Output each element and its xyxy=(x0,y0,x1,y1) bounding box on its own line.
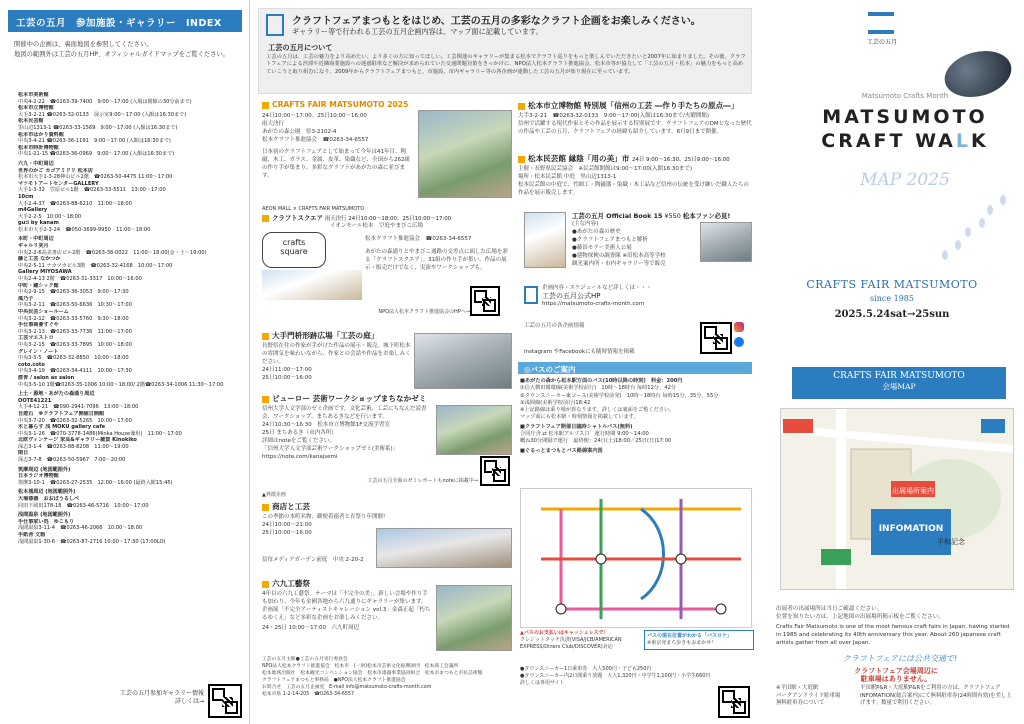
npo-link[interactable]: NPO法人松本クラフト推進協会のHPへ→ xyxy=(378,309,470,315)
venue-item xyxy=(18,398,244,411)
venue-item xyxy=(18,532,244,545)
subtitle-en: Matsumoto Crafts Month xyxy=(861,92,949,100)
crafts-square-logo: crafts square xyxy=(262,232,326,268)
crafts-square-title: クラフトスクエア 雨天決行 24日10:00〜18:00、25日10:00〜17:00 xyxy=(262,213,512,222)
aeon-label: AEON MALL × CRAFTS FAIR MATSUMOTO xyxy=(262,206,365,212)
venue-detail: 中央3-5-10 1階☎0263-35-1006 10:00〜18:00/ 2階☎0263-34-1006 11:30〜17:00 xyxy=(18,381,224,388)
venue-detail: 深志3-7-8 ☎0263-50-5967 7:00〜20:00 xyxy=(18,457,126,464)
cfm-section: CRAFTS FAIR MATSUMOTO 2025 xyxy=(262,100,512,109)
bus-route-diagram xyxy=(521,489,753,629)
venue-item xyxy=(18,437,244,450)
venue-name: 藤と工芸 なかつか xyxy=(18,256,61,263)
venue-name: 手仕事商會すぐや xyxy=(18,322,59,329)
venue-name: 中町・蔵シック館 xyxy=(18,282,59,289)
official-book-info: 工芸の五月 Official Book 15 ¥550 松本ファン必見! (主な内容) ●あがたの森の歴史 ●クラフトフェアまつもと解析 ●藤田モラー美術人公展 ●建物探検の調査隊 ※旧松本高等学校 観光案内所・市内ギャラリー等で販売 xyxy=(572,212,731,267)
venue-name: 世界のかご カゴアミドリ 松本店 xyxy=(18,167,93,174)
mingei-title: 松本民芸館 縁陰「用の美」市 24日 9:00〜16:30、25日9:00〜16:00 xyxy=(518,153,754,164)
cfm-info: 24日10:00〜17:00、25日10:00〜16:00 雨天決行 あがたの森公園 県3-2102-4 松本クラフト推進協会 ☎0263-34-6557 日本初のクラフトフェアとして始まって今年は41年目。陶磁、木工、ガラス、金属、皮革、染織など、全国から262組の作り手が集まり、多彩なクラフトがあがたの森に並びます。 xyxy=(262,113,410,179)
qr-code-gallery[interactable] xyxy=(208,684,242,718)
venue-detail: 中央3-2-11 ☎0263-50-6636 10:30〜17:00 xyxy=(18,302,132,309)
venue-item xyxy=(18,145,244,158)
main-title: MATSUMOTO CRAFT WALK xyxy=(821,106,989,152)
venue-item xyxy=(18,450,244,463)
venue-name: Gallery MIYOSAWA xyxy=(18,269,72,276)
venue-item xyxy=(18,243,244,256)
public-transport-message: クラフトフェアには公共交通で! xyxy=(842,654,958,663)
venue-notes: 出展者の出展場所は当日ご確認ください。 位置を知りたい方は、上記地図の出展場所掲示板をご覧ください。 Crafts Fair Matsumoto is one of the most famous craft fairs in Japan, having started in 1985 and celebrating its 40th anniversary this year. About 260 japanese craft artists gather from all over Japan. xyxy=(776,606,1010,646)
venue-detail: 中央2-5-11 ナカツカビル3階 ☎0263-32-4168 10:00〜17:00 xyxy=(18,262,173,269)
qr-code-hp[interactable] xyxy=(700,322,732,354)
crafts-square-place: イオンモール松本 空庭やまびこ広場 xyxy=(330,223,424,229)
rokkuu-body: 4年目の六九工藝祭。テーマは「不完全の美」。新しい会場や作り手も加わり、今年も金國各地から六九通りにギャラリーが集います。企画展「不完全アーティストキャレーション vol.3」金森正起「朽ちるゆくえ」など多彩な企画をお楽しみください。 24・25日 10:00〜17:00 六九町周辺 xyxy=(262,591,431,631)
venue-name: 手紙舎 文箱 xyxy=(18,532,46,538)
venue-item xyxy=(18,118,244,131)
venue-item xyxy=(18,132,244,145)
logo-icon xyxy=(266,14,284,36)
logo-text: 工芸の五月 xyxy=(866,39,897,46)
venue-item xyxy=(18,309,244,322)
venue-item xyxy=(18,168,244,181)
venue-map-header: CRAFTS FAIR MATSUMOTO 会場MAP xyxy=(792,367,1006,399)
ticket-info: ●タウンスニーカー1日乗車券 大人500円・子ども250円 ●タウンスニーカー内2日間乗り放題 大人1,320円・中学生1,100円・小学生660円 詳しくは専用サイト xyxy=(520,666,711,686)
banner-title: クラフトフェアまつもとをはじめ、工芸の五月の多彩なクラフト企画をお楽しみください。 xyxy=(292,16,701,27)
cfm-photo xyxy=(418,110,512,198)
venue-detail: 中央3-2-13 ☎0263-33-7736 11:00〜17:00 xyxy=(18,328,132,335)
venue-name: 工芸マエストロ xyxy=(18,335,54,342)
venue-name: gu:i by kanam xyxy=(18,220,59,227)
venue-detail: 中央3-2-12 ☎0263-33-5760 9:30〜18:00 xyxy=(18,315,129,322)
venue-group-label: 浅間温泉 (地図範囲外) xyxy=(18,512,71,519)
square-bullet-icon xyxy=(262,396,269,403)
venue-name: ギャルリ灰月 xyxy=(18,243,49,250)
venue-name: 閑日 xyxy=(18,450,29,457)
venue-name: 手仕事家い処 ゆこもり xyxy=(18,518,75,525)
view-body: 信州大学人文学部のゼミ企画です。文化芸術、工芸にちなんだ読書会、ワークショップ、まちあるきなどを行います。 24日10:30〜16:30 松本市立博物館1F交流学習室 25日 まちあるき（市内各所） 詳細はnoteをご覧ください。 「信州大学人文学部芸術ワークショップゼミ(美術系)」 https://note.com/kanajsemi xyxy=(262,405,432,461)
venue-detail: 大手2-2-5 10:00〜18:00 xyxy=(18,213,82,220)
view-url-link[interactable]: https://note.com/kanajsemi xyxy=(262,454,338,460)
square-bullet-icon xyxy=(518,156,525,163)
venue-item xyxy=(18,335,244,348)
venue-detail: 大手3-2-21 ☎0263-32-0133 展示室9:00〜17:00 (入館は16:30まで) xyxy=(18,111,187,118)
venue-name: グレイン・ノート xyxy=(18,348,59,355)
shoten-body: この季節の本町名物、御便着徳者と育祭り年開催! 24日10:00〜21:00 25日10:00〜16:00 xyxy=(262,514,386,536)
facebook-icon[interactable] xyxy=(734,337,744,347)
cfm-heading: CRAFTS FAIR MATSUMOTO xyxy=(806,278,978,291)
venue-item xyxy=(18,424,244,437)
venue-item xyxy=(18,283,244,296)
map-info-label: INFOMATION xyxy=(878,524,944,534)
venue-detail: 深志3-1-4 ☎0263-88-8208 11:00〜19:00 xyxy=(18,443,129,450)
venue-group-label: 本町・中町周辺 xyxy=(18,236,54,243)
sns-note: Instagram やFacebookにも随時情報を掲載 xyxy=(524,349,635,355)
index-footer: 工芸の五月参加ギャラリー情報 詳しくは→ xyxy=(120,690,205,705)
venue-detail: 中央1-21-15 ☎0263-36-0969 9:00〜17:00 (入館は16:30まで) xyxy=(18,151,175,158)
crafts-square-org: 松本クラフト推進協会 ☎0263-34-6557 xyxy=(365,236,472,242)
venue-detail: 中央2-9-15 ☎0263-36-3053 9:00〜17:30 xyxy=(18,289,129,296)
venue-item xyxy=(18,296,244,309)
venue-name: 松本市はかり資料館 xyxy=(18,131,64,138)
official-hp-link[interactable]: https://matsumoto-crafts-month.com xyxy=(542,301,645,307)
shoten-place: 信每メディアガーデン前庭 中央 2-20-2 xyxy=(262,557,364,563)
square-bullet-icon xyxy=(262,333,269,340)
venue-name: マツモトアートセンターGALLERY xyxy=(18,180,99,187)
credits: 工芸の五月主催●工芸の五月実行委員会 NPO法人松本クラフト推進協会 松本市 (一財)松本市芸術文化振興財団 松本商工会議所 松本地域出版社 松本観光コンベンション協会 松本市漆器事業協同組合 松本市まつもと市民芸術館 クラフトフェアまつもと事務局 ●NPO法人松本クラフト推進協会 お問合せ 工芸の五月企画室 E-mail info@matsumoto-crafts-month.com 松本市県 1-2-14-205 ☎0263-34-6557 xyxy=(262,657,483,697)
book-photo xyxy=(700,222,752,262)
venue-detail: 松本市大手1-3-28神山ビル2階 ☎0263-50-4475 11:00〜17:00 xyxy=(18,174,173,181)
venue-item xyxy=(18,105,244,118)
crafts-square-body: あがたの森通りとやまびこ通路の交差点に面した広場を彩る「クラフトスクエア」。31組の作り手が集い、作品の展示・販売だけでなく、実演やワークショップも。 xyxy=(365,249,509,271)
venue-name: 日本ラジオ博物館 xyxy=(18,473,59,480)
venue-detail: 松本市大手2-3-24 ☎050-3699-9950 11:00〜18:00 xyxy=(18,226,151,233)
venue-item xyxy=(18,362,244,375)
venue-detail: 大手2-4-37 ☎0263-88-6210 11:00〜18:00 xyxy=(18,200,132,207)
square-bullet-icon xyxy=(518,103,525,110)
venue-detail: 中央2-2-6高美書店ビル2階 ☎0263-38-0022 11:00〜18:00(金・土〜19:00) xyxy=(18,249,207,256)
view-title: ビューロー 芸術ワークショップまちなかゼミ xyxy=(262,393,512,404)
venue-detail: 中央2-4-13 2階 ☎0263-31-3317 10:00〜16:00 xyxy=(18,276,142,283)
map-year: MAP 2025 xyxy=(860,170,950,190)
venue-name: 松本市時計博物館 xyxy=(18,144,59,151)
venue-item xyxy=(18,349,244,362)
banner-subtitle: ギャラリー等で行われる工芸の五月企画内容は、マップ面に記載しています。 xyxy=(292,27,543,36)
venue-name: 松本市美術館 xyxy=(18,92,49,98)
shoten-photo xyxy=(376,528,512,568)
venue-name: 木と暮らす 浅 MOKU gallery cafe xyxy=(18,424,106,431)
venue-group-label: 松本城周辺 (地図範囲外) xyxy=(18,489,76,496)
oite-photo xyxy=(414,333,512,389)
venue-item xyxy=(18,496,244,509)
venue-item xyxy=(18,375,244,388)
venue-name: 松本民芸館 xyxy=(18,118,44,125)
shoten-title: 商店と工芸 xyxy=(262,501,512,512)
venue-detail: 中央3-5-5 ☎0263-32-8850 10:00〜18:00 xyxy=(18,355,129,362)
official-book-cover xyxy=(524,212,566,268)
logo-icon xyxy=(868,12,894,34)
about-title: 工芸の五月について xyxy=(268,43,333,52)
venue-item xyxy=(18,92,244,105)
venue-detail: 大手1-3-32 笠原ビル1階 ☎0263-33-5511 13:00〜17:00 xyxy=(18,187,166,194)
area-label: ▲界隈企画 xyxy=(262,492,286,498)
venue-detail: 浅間温泉3-11-4 ☎0263-46-2066 10:00〜18:00 xyxy=(18,525,143,532)
venue-name: 自遊石 ※クラフトフェア開催日開館 xyxy=(18,410,105,417)
square-bullet-icon xyxy=(262,102,269,109)
square-bullet-icon xyxy=(262,504,269,511)
museum-body: 大手3-2-21 ☎0263-32-0133 9:00〜17:00(入館は16:30まで/火曜開館) 信州で活躍する現代作家とその作品を展示する特別展です。クラフトフェアのDMとなった歴代の作品や工芸の五月、クラフトフェアの経緯も紹介しています。6月9日まで開催。 xyxy=(518,113,752,135)
bus-info: ■あがたの森から松本駅方面のバス(10時以降の時刻) 料金：200円 ①信大横田循環線(美術学校前行) 10時〜18時台 毎時12分、42分 ②タウンスニーカー東コース(美術学校前発) 10時〜18時台 毎時15分、35分、55分 ③浅間線(美術学校前行)18:42 ※上記路線は乗り場が異なります。詳しくは裏面をご覧ください。 マップ面にも松本駅・時刻情報を掲載しています。 ■クラフトフェア開催日臨時シャトルバス(無料) 合同庁舎 ⇄ 松本駅アルプス口 運行時間 9:00〜14:00 概ね30分間隔で運行 最終便：24日(土)18:00／25日(日)17:00 ■ぐるっとまつもとバス路線案内図 xyxy=(520,378,719,454)
venue-item xyxy=(18,220,244,233)
venue-detail: 筑摩3-10-1 ☎0263-27-2535 12:00〜16:00 (最終入館15:45) xyxy=(18,479,173,486)
parking-info: クラフトフェア会場周辺に 駐車場はありません。 ※平田駅・大庭駅 パークアンドライド駐車場 無料駐車券について 平田駅P&R・大庭駅P&Rをご利用の方は、クラフトフェア INFOMATION(総合案内)にて無料駐車券(24時間有効)を差し上げます。数量で利用ください。 xyxy=(776,667,1012,707)
venue-name: 中央民芸ショールーム xyxy=(18,309,69,315)
venue-item xyxy=(18,194,244,207)
venue-detail: 中央3-4-21 ☎0263-36-1191 9:00〜17:00 (入館は16:30まで) xyxy=(18,138,171,145)
venue-item xyxy=(18,207,244,220)
venue-item xyxy=(18,269,244,282)
venue-item xyxy=(18,181,244,194)
venue-name: coto.coto xyxy=(18,361,45,368)
venue-item xyxy=(18,519,244,532)
qr-code-note[interactable] xyxy=(480,456,510,486)
venue-name: OOTE41221 xyxy=(18,397,52,404)
venue-item xyxy=(18,411,244,424)
bus-guide-header: ◎バスのご案内 xyxy=(518,362,752,374)
oite-body: 長野県在住の作家が手がけた作品の展示・販売。城下町松本の雰囲気を味わいながら、作家との会話や作品をお楽しみください。 24日11:00〜17:00 25日10:00〜16:00 xyxy=(262,343,411,381)
view-photo xyxy=(436,405,512,455)
venue-map-drawing xyxy=(781,409,1014,590)
crafts-square-illustration xyxy=(262,270,362,300)
square-bullet-icon xyxy=(262,215,269,222)
since: since 1985 xyxy=(870,294,914,303)
venue-name: 10cm xyxy=(18,193,34,200)
venue-name: m4Gallery xyxy=(18,207,48,214)
venue-detail: 浅間温泉1-30-6 ☎0263-87-2716 10:00〜17:30 (17:00LO) xyxy=(18,538,166,545)
venue-name: 北欧ヴィンテージ 家具&ギャラリー雑貨 Kinokiko xyxy=(18,437,137,444)
venue-name: 群青 / salon as salon xyxy=(18,374,75,381)
instagram-icon[interactable] xyxy=(734,322,744,332)
about-body: 工芸の五月は、工芸の魅力をより高めたい、より多くの方に知ってほしい。工芸関連のギャラリーが集まる松本でクラフト巡りをもっと楽しんでいただきたいと2007年に始まりました。その後、クラフトフェアによる渋滞や近隣商業施設への迷惑駐車など解決が求められていた交通問題対策をきっかけに、NPO法人松本クラフト推進協会、松本市等が協力して「工芸の五月・松本」の魅力をもっと高めていこうと取り組むになり、2009年からクラフトフェアまつもと、市施設、市内ギャラリー等の各企画が連動した工芸の五月が始り現在に至っています。 xyxy=(266,54,746,75)
event-date: 2025.5.24sat→25sun xyxy=(834,309,950,320)
venue-name: 松本市立博物館 xyxy=(18,105,54,112)
museum-title: 松本市立博物館 特別展「信州の工芸 ―作り手たちの原点―」 xyxy=(518,100,754,111)
view-footer: 工芸の五月全面のゼミレポートもnoteに掲載中→ xyxy=(367,478,478,484)
index-header: 工芸の五月 参加施設・ギャラリー INDEX xyxy=(8,10,242,32)
payment-info: ▲バスのお支払いはキャッシュレスで！ クレジットタッチ決済(VISA/JCB/AMERICAN EXPRESS/Diners Club/DISCOVER)対応 xyxy=(520,630,622,650)
venue-detail: 大手4-12-21 ☎090-2941-7096 13:00〜18:00 xyxy=(18,404,139,411)
venue-list xyxy=(18,92,244,545)
venue-detail: 中央3-1-26 ☎070-3778-1486(Minka House兼用) 11:00〜17:00 xyxy=(18,430,182,437)
venue-group-label: 上土・源地・あがたの森通り周辺 xyxy=(18,391,95,398)
venue-map xyxy=(780,408,1014,590)
map-exhibitor-label: 出展場所案内 xyxy=(892,487,934,495)
venue-detail: 中央3-2-15 ☎0263-33-7895 10:00〜18:00 xyxy=(18,341,132,348)
venue-detail: 里山辺1313-1 ☎0263-33-1569 9:00〜17:00 (入館は16:30まで) xyxy=(18,124,178,131)
qr-code-npo[interactable] xyxy=(470,286,500,316)
footprints-decoration xyxy=(930,190,1010,270)
venue-detail: 同田下岡田178-18 ☎0263-46-5716 10:00〜17:00 xyxy=(18,502,149,509)
venue-name: 風乃子 xyxy=(18,295,34,302)
official-hp: 企画内容・スケジュールなど詳しくは・・・ 工芸の五月公式HP https://matsumoto-crafts-month.com xyxy=(542,284,712,308)
hp-caption: 工芸の五月の各企画情報 xyxy=(524,323,585,329)
oite-title: 大手門枡形跡広場「工芸の庭」 xyxy=(262,330,512,341)
qr-code-bus[interactable] xyxy=(718,686,750,718)
venue-name: 大場漆器 おおばうるしべ xyxy=(18,496,80,503)
venue-item xyxy=(18,322,244,335)
index-intro: 開催中の企画は、裏面地図を参照してください。 地図の範囲外は工芸の五月HP、オフィシャルガイドマップをご覧ください。 xyxy=(14,41,230,58)
rokkuu-photo xyxy=(436,585,512,651)
mingei-body: 主催・長野県民芸協会 ※民芸館開館は9:00〜17:00(入館16:30まで) 場所・松本民芸館 中庭 里山辺1313-1 松本民芸館の中庭で、竹細工・陶磁器・染織・木工品など信州の伝統を受け継いだ職人たちの作品を展示販売します。 xyxy=(518,166,749,196)
venue-group-label: 筑摩周辺 (地図範囲外) xyxy=(18,466,71,473)
venue-item xyxy=(18,256,244,269)
rokkuu-title: 六九工藝祭 xyxy=(262,578,512,589)
venue-detail: 中央3-4-19 ☎0263-34-4111 10:00〜17:30 xyxy=(18,368,132,375)
logo-icon xyxy=(524,286,538,304)
bus-location-box: バスの現在位置がわかる「バスロケ」 ※東京発まち歩きもおまかせ！ xyxy=(644,630,754,650)
venue-detail: 中央4-2-22 ☎0263-39-7400 9:00〜17:00 (入場は閉館の30分前まで) xyxy=(18,98,192,105)
venue-group-label: 六九・中町周辺 xyxy=(18,160,54,167)
bus-route-map xyxy=(520,488,752,628)
venue-item xyxy=(18,473,244,486)
square-bullet-icon xyxy=(262,581,269,588)
venue-detail: 中央3-7-20 ☎0263-32-5265 10:00〜17:00 xyxy=(18,417,132,424)
map-park-label: 平和記念 xyxy=(937,538,965,546)
